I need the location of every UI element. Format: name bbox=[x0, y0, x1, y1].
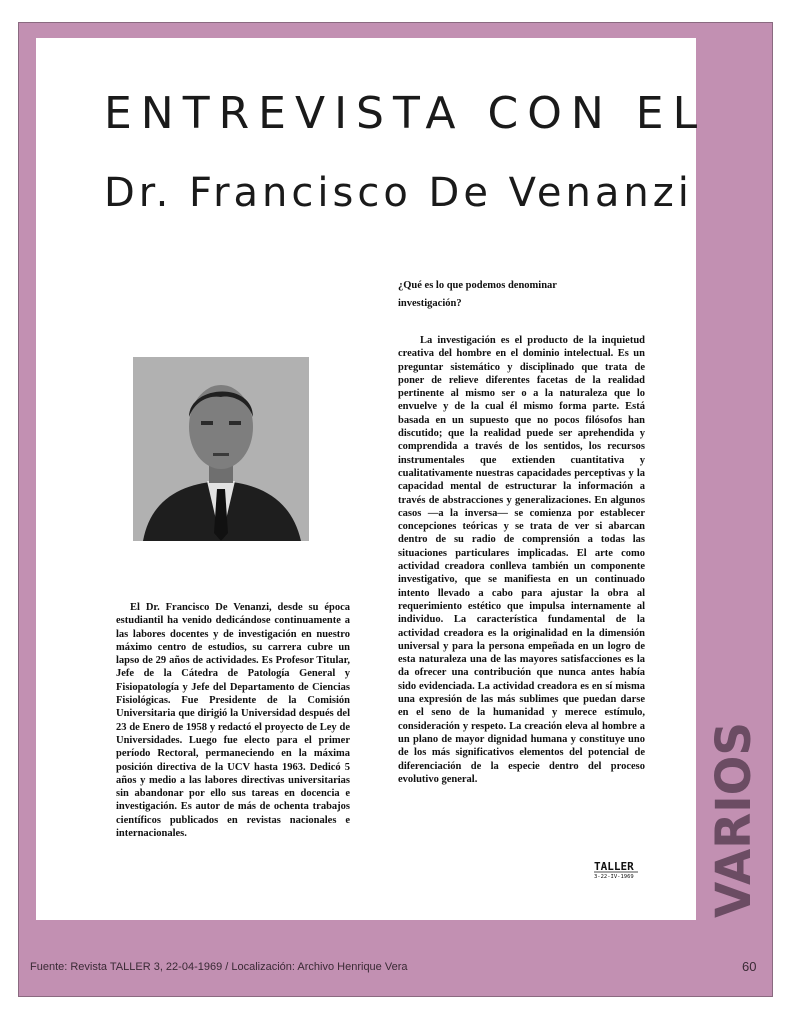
interview-question: ¿Qué es lo que podemos denominar investigación? bbox=[398, 280, 557, 309]
answer-paragraph: La investigación es el producto de la inquietud creativa del hombre en el dominio intelectual. Es un preguntar sistemático y disciplinado que trata de poner de relieve diferentes facetas de la realidad pertinente al mismo ser o a la naturaleza que lo envuelve y de la cual él mismo forma parte. Está basada en un supuesto que no pocos filósofos han discutido; que la realidad puede ser aprehendida y comprendida a través de los sentidos, los recursos instrumentales que extienden cuantitativa y cualitativamente nuestras capacidades perceptivas y la capacidad mental de estructurar la información a través de abstracciones y generalizaciones. En algunos casos —a la inversa— se comienza por establecer concepciones teóricas y se trata de ver si abarcan dentro de su radio de comprensión a todas las situaciones particulares implicadas. El arte como actividad creadora conlleva también un componente investigativo, que se manifiesta en un continuado intento llevado a cabo para ajustar la obra al requerimiento estético que impulsa internamente al individuo. La característica fundamental de la actividad creadora es la originalidad en la dimensión universal y para la persona empeñada en un logro de esta naturaleza una de las mayores satisfacciones es la da ofrecer una contribución que nunca antes había sido evidenciada. La actividad creadora es en sí misma una expresión de las más sublimes que puedan darse en el seno de la humanidad y merece estímulo, consideración y respeto. La creación eleva al hombre a un plano de mayor dignidad humana y constituye uno de los más significativos elementos del potencial de diferenciación de la especie dentro del proceso evolutivo general. bbox=[398, 335, 645, 785]
svg-text:TALLER: TALLER bbox=[594, 860, 634, 873]
page-number: 60 bbox=[742, 959, 757, 974]
footer-source: Fuente: Revista TALLER 3, 22-04-1969 / Localización: Archivo Henrique Vera bbox=[30, 961, 408, 973]
title-line-2: Dr. Francisco De Venanzi bbox=[104, 170, 693, 216]
title-line-1: ENTREVISTA CON EL bbox=[104, 88, 707, 139]
bio-paragraph: El Dr. Francisco De Venanzi, desde su época estudiantil ha venido dedicándose continuamente a las labores docentes y de investigación en nuestro máximo centro de estudios, su carrera cubre un lapso de 29 años de actividades. Es Profesor Titular, Jefe de la Cátedra de Patología General y Fisiopatología y Jefe del Departamento de Ciencias Fisiológicas. Fue Presidente de la Comisión Universitaria que dirigió la Universidad después del 23 de Enero de 1958 y redactó el proyecto de Ley de Universidades. Luego fue electo para el primer período Rectoral, permaneciendo en la máxima posición directiva de la UCV hasta 1963. Dedicó 5 años y medio a las labores directivas universitarias sin abandonar por ello sus tareas en docencia e investigación. Es autor de más de ochenta trabajos científicos publicados en revistas nacionales e internacionales. bbox=[116, 602, 350, 840]
portrait-photo bbox=[133, 357, 309, 541]
section-label-text: VARIOS bbox=[706, 720, 762, 918]
taller-stamp bbox=[592, 858, 644, 880]
svg-text:3-22-IV-1969: 3-22-IV-1969 bbox=[594, 874, 634, 880]
section-label-varios bbox=[700, 720, 770, 920]
